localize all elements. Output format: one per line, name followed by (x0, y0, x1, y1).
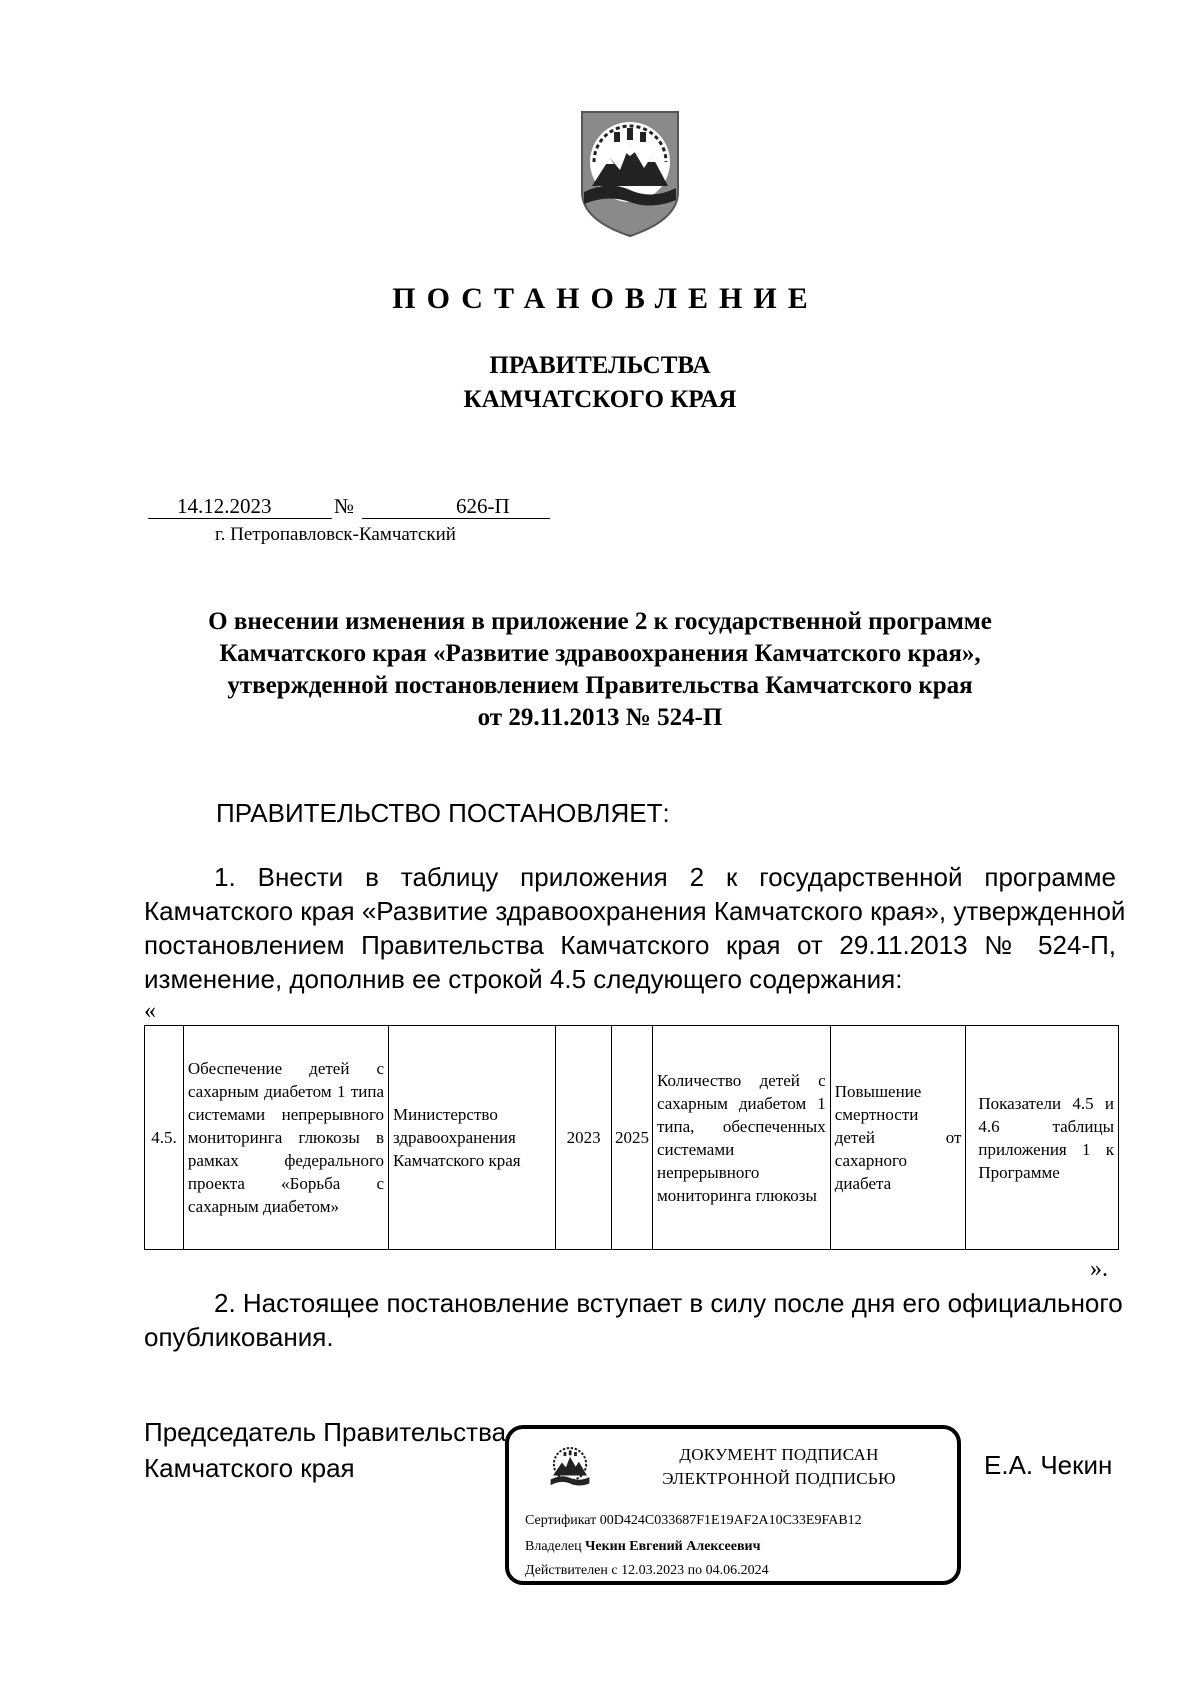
owner-label: Владелец (525, 1539, 582, 1554)
row-expected-result: Количество детей с сахарным диабетом 1 типа, обеспеченных системами непрерывного мониторинга глюкозы (652, 1026, 830, 1250)
row-end-year: 2025 (611, 1026, 652, 1250)
opening-quote: « (144, 998, 156, 1024)
program-table-row (144, 1025, 1119, 1250)
subject-line-3: утвержденной постановлением Правительства Камчатского края (227, 672, 973, 699)
paragraph-1-line-4: изменение, дополнив ее строкой 4.5 следующего содержания: (144, 964, 903, 994)
paragraph-2 (144, 1286, 1123, 1354)
paragraph-1-line-2: Камчатского края «Развитие здравоохранения Камчатского края», утвержденной (144, 896, 1126, 926)
row-indicator-link: Показатели 4.5 и 4.6 таблицы приложения 1 к Программе (966, 1026, 1119, 1250)
authority-line-2: КАМЧАТСКОГО КРАЯ (463, 386, 737, 413)
coat-of-arms-emblem (578, 110, 682, 238)
certificate-value: 00D424C033687F1E19AF2A10C33E9FAB12 (599, 1513, 862, 1528)
validity-row (525, 1563, 769, 1579)
decree-statement: ПРАВИТЕЛЬСТВО ПОСТАНОВЛЯЕТ: (216, 798, 670, 828)
document-number: 626-П (456, 494, 510, 518)
row-number: 4.5. (145, 1026, 184, 1250)
row-consequence: Повышение смертности детей от сахарного диабета (830, 1026, 966, 1250)
paragraph-1-line-1: 1. Внести в таблицу приложения 2 к государственной программе (214, 862, 1116, 892)
signatory-title-line-2: Камчатского края (144, 1453, 355, 1483)
document-type-title: ПОСТАНОВЛЕНИЕ (392, 282, 819, 315)
document-subject (150, 606, 1050, 734)
closing-quote: ». (1090, 1256, 1108, 1282)
authority-line-1: ПРАВИТЕЛЬСТВА (489, 352, 711, 379)
electronic-signature-stamp (505, 1425, 961, 1585)
row-event: Обеспечение детей с сахарным диабетом 1 типа системами непрерывного мониторинга глюкозы в рамках федерального проекта «Борьба с сахарным диабетом» (183, 1026, 388, 1250)
subject-line-4: от 29.11.2013 № 524-П (477, 704, 723, 731)
paragraph-2-line-2: опубликования. (144, 1322, 334, 1352)
valid-to: 04.06.2024 (705, 1563, 769, 1578)
stamp-emblem-icon (549, 1443, 591, 1495)
paragraph-2-line-1: 2. Настоящее постановление вступает в силу после дня его официального (214, 1288, 1123, 1318)
row-executor: Министерство здравоохранения Камчатского края (389, 1026, 556, 1250)
owner-row (525, 1539, 760, 1555)
document-date: 14.12.2023 (177, 494, 272, 518)
paragraph-1 (144, 860, 1126, 996)
owner-value: Чекин Евгений Алексеевич (585, 1539, 761, 1554)
subject-line-1: О внесении изменения в приложение 2 к государственной программе (208, 608, 992, 635)
paragraph-1-line-3: постановлением Правительства Камчатского края от 29.11.2013 № 524-П, (144, 930, 1116, 960)
valid-label: Действителен с (525, 1563, 618, 1578)
city-of-issue: г. Петропавловск-Камчатский (215, 524, 456, 545)
subject-line-2: Камчатского края «Развитие здравоохранения Камчатского края», (219, 640, 981, 667)
signatory-name: Е.А. Чекин (984, 1450, 1113, 1480)
table-row (145, 1026, 1119, 1250)
signatory-title (144, 1414, 506, 1486)
stamp-heading-line-2: ЭЛЕКТРОННОЙ ПОДПИСЬЮ (662, 1469, 896, 1488)
valid-from: 12.03.2023 (621, 1563, 685, 1578)
number-sign: № (334, 494, 355, 518)
row-start-year: 2023 (556, 1026, 612, 1250)
certificate-label: Сертификат (525, 1513, 597, 1528)
stamp-heading-line-1: ДОКУМЕНТ ПОДПИСАН (679, 1445, 879, 1464)
valid-to-label: по (687, 1563, 703, 1578)
signatory-title-line-1: Председатель Правительства (144, 1417, 507, 1447)
certificate-row (525, 1513, 862, 1529)
